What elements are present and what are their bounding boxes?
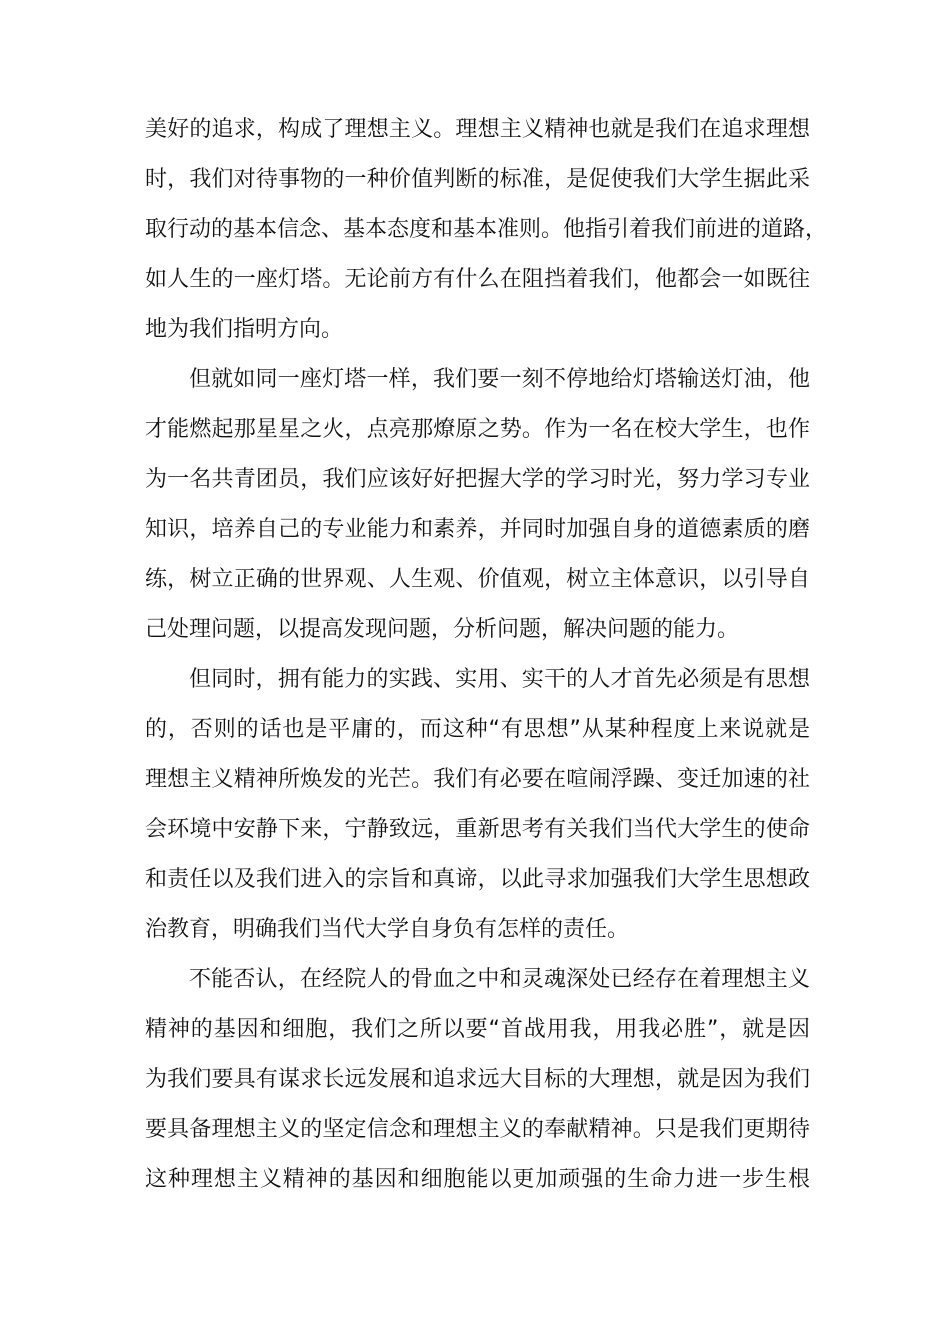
text-line: 理想主义精神所焕发的光芒。我们有必要在喧闹浮躁、变迁加速的社 <box>145 767 810 792</box>
text-line: 练，树立正确的世界观、人生观、价值观，树立主体意识，以引导自 <box>145 567 810 592</box>
text-line: 治教育，明确我们当代大学自身负有怎样的责任。 <box>145 917 630 942</box>
text-line: 知识，培养自己的专业能力和素养，并同时加强自身的道德素质的磨 <box>145 517 810 542</box>
text-line: 为一名共青团员，我们应该好好把握大学的学习时光，努力学习专业 <box>145 467 810 492</box>
text-line: 为我们要具有谋求长远发展和追求远大目标的大理想，就是因为我们 <box>145 1067 810 1092</box>
text-line: 和责任以及我们进入的宗旨和真谛，以此寻求加强我们大学生思想政 <box>145 867 810 892</box>
text-line: 精神的基因和细胞，我们之所以要“首战用我，用我必胜”，就是因 <box>145 1017 810 1042</box>
text-line: 不能否认，在经院人的骨血之中和灵魂深处已经存在着理想主义 <box>189 967 810 992</box>
text-line: 己处理问题，以提高发现问题，分析问题，解决问题的能力。 <box>145 617 740 642</box>
text-line: 但同时，拥有能力的实践、实用、实干的人才首先必须是有思想 <box>189 667 810 692</box>
text-line: 美好的追求，构成了理想主义。理想主义精神也就是我们在追求理想 <box>145 117 810 142</box>
text-line: 如人生的一座灯塔。无论前方有什么在阻挡着我们，他都会一如既往 <box>145 267 810 292</box>
text-line: 但就如同一座灯塔一样，我们要一刻不停地给灯塔输送灯油，他 <box>189 367 810 392</box>
text-line: 要具备理想主义的坚定信念和理想主义的奉献精神。只是我们更期待 <box>145 1117 810 1142</box>
text-line: 地为我们指明方向。 <box>145 317 344 342</box>
text-line: 时，我们对待事物的一种价值判断的标准，是促使我们大学生据此采 <box>145 167 810 192</box>
text-line: 取行动的基本信念、基本态度和基本准则。他指引着我们前进的道路， <box>145 217 828 242</box>
text-line: 会环境中安静下来，宁静致远，重新思考有关我们当代大学生的使命 <box>145 817 810 842</box>
text-line: 才能燃起那星星之火，点亮那燎原之势。作为一名在校大学生，也作 <box>145 417 810 442</box>
text-line: 这种理想主义精神的基因和细胞能以更加顽强的生命力进一步生根 <box>145 1167 810 1192</box>
text-line: 的，否则的话也是平庸的，而这种“有思想”从某种程度上来说就是 <box>145 717 810 742</box>
